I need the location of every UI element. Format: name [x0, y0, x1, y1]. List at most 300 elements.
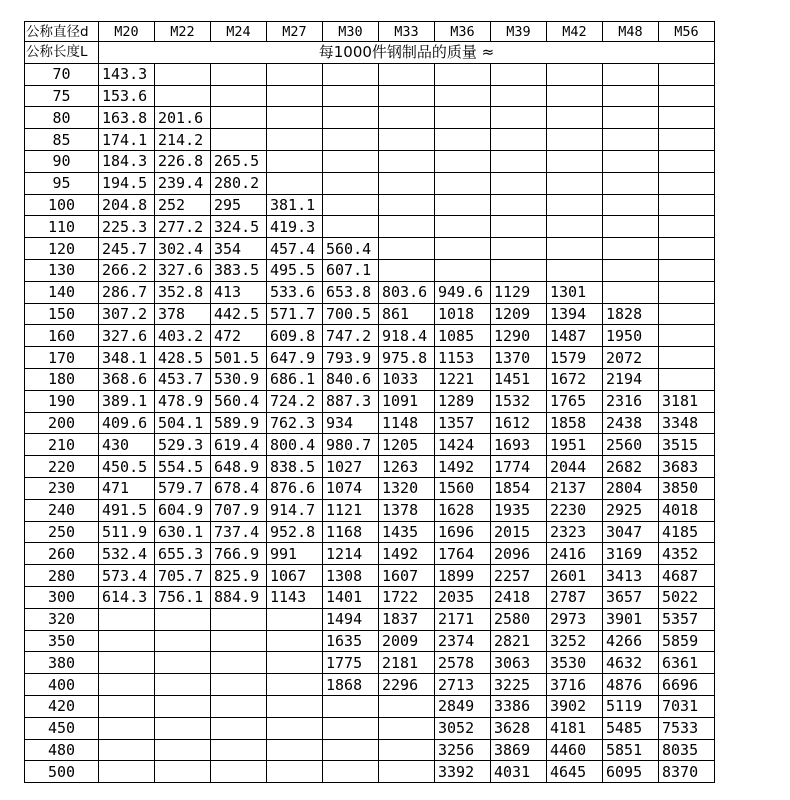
- mass-cell: 1153: [435, 347, 491, 369]
- mass-cell: [155, 630, 211, 652]
- table-row: [25, 434, 715, 456]
- mass-cell: 2015: [491, 521, 547, 543]
- mass-cell: [155, 695, 211, 717]
- mass-cell: [435, 129, 491, 151]
- table-row: [25, 521, 715, 543]
- mass-cell: [491, 172, 547, 194]
- table-row: [25, 674, 715, 696]
- mass-cell: [267, 717, 323, 739]
- mass-cell: 560.4: [323, 238, 379, 260]
- mass-cell: 1401: [323, 586, 379, 608]
- mass-cell: 8035: [659, 739, 715, 761]
- mass-cell: [211, 63, 267, 85]
- mass-cell: 793.9: [323, 347, 379, 369]
- length-cell: 80: [25, 107, 99, 129]
- table-row: [25, 281, 715, 303]
- length-cell: 70: [25, 63, 99, 85]
- mass-cell: 1033: [379, 368, 435, 390]
- mass-cell: 1696: [435, 521, 491, 543]
- mass-cell: [379, 172, 435, 194]
- mass-cell: 1168: [323, 521, 379, 543]
- mass-cell: 5022: [659, 586, 715, 608]
- mass-cell: 975.8: [379, 347, 435, 369]
- mass-cell: 952.8: [267, 521, 323, 543]
- mass-cell: 307.2: [99, 303, 155, 325]
- mass-cell: 1492: [379, 543, 435, 565]
- mass-cell: [491, 150, 547, 172]
- mass-cell: 579.7: [155, 477, 211, 499]
- mass-cell: 2194: [603, 368, 659, 390]
- mass-cell: 2374: [435, 630, 491, 652]
- mass-cell: 648.9: [211, 456, 267, 478]
- mass-cell: [547, 194, 603, 216]
- mass-cell: 3392: [435, 761, 491, 783]
- mass-cell: [547, 259, 603, 281]
- mass-cell: 2821: [491, 630, 547, 652]
- mass-cell: [211, 129, 267, 151]
- mass-cell: 934: [323, 412, 379, 434]
- mass-cell: [603, 85, 659, 107]
- mass-cell: [99, 717, 155, 739]
- mass-cell: [155, 85, 211, 107]
- mass-cell: 1301: [547, 281, 603, 303]
- table-row: [25, 499, 715, 521]
- mass-cell: 3657: [603, 586, 659, 608]
- mass-cell: 1263: [379, 456, 435, 478]
- mass-cell: 4645: [547, 761, 603, 783]
- table-row: [25, 303, 715, 325]
- mass-cell: 3716: [547, 674, 603, 696]
- size-header: M39: [491, 22, 547, 42]
- mass-cell: [267, 630, 323, 652]
- mass-cell: 471: [99, 477, 155, 499]
- mass-cell: 1868: [323, 674, 379, 696]
- mass-cell: [659, 85, 715, 107]
- mass-cell: 1370: [491, 347, 547, 369]
- mass-cell: 1148: [379, 412, 435, 434]
- mass-cell: [211, 761, 267, 783]
- mass-cell: 1018: [435, 303, 491, 325]
- mass-cell: 4185: [659, 521, 715, 543]
- mass-cell: 1027: [323, 456, 379, 478]
- mass-cell: 1765: [547, 390, 603, 412]
- table-row: [25, 390, 715, 412]
- mass-cell: [379, 695, 435, 717]
- table-row: [25, 63, 715, 85]
- mass-cell: 2560: [603, 434, 659, 456]
- size-header: M56: [659, 22, 715, 42]
- mass-cell: 607.1: [323, 259, 379, 281]
- length-cell: 90: [25, 150, 99, 172]
- size-header: M36: [435, 22, 491, 42]
- mass-cell: 609.8: [267, 325, 323, 347]
- mass-cell: 619.4: [211, 434, 267, 456]
- mass-cell: [323, 761, 379, 783]
- mass-cell: [659, 216, 715, 238]
- mass-cell: [267, 608, 323, 630]
- length-cell: 180: [25, 368, 99, 390]
- mass-cell: 1628: [435, 499, 491, 521]
- mass-cell: 560.4: [211, 390, 267, 412]
- mass-cell: 6696: [659, 674, 715, 696]
- mass-cell: 3348: [659, 412, 715, 434]
- mass-cell: 3902: [547, 695, 603, 717]
- length-cell: 220: [25, 456, 99, 478]
- mass-cell: [659, 347, 715, 369]
- mass-cell: 4876: [603, 674, 659, 696]
- mass-cell: 1774: [491, 456, 547, 478]
- table-row: [25, 194, 715, 216]
- mass-cell: [379, 150, 435, 172]
- table-row: [25, 543, 715, 565]
- length-cell: 110: [25, 216, 99, 238]
- mass-cell: 4460: [547, 739, 603, 761]
- mass-cell: [491, 238, 547, 260]
- mass-cell: 686.1: [267, 368, 323, 390]
- mass-cell: 1129: [491, 281, 547, 303]
- size-header: M27: [267, 22, 323, 42]
- mass-cell: 1858: [547, 412, 603, 434]
- mass-cell: 3386: [491, 695, 547, 717]
- table-body: [25, 22, 715, 783]
- mass-cell: 533.6: [267, 281, 323, 303]
- mass-cell: 204.8: [99, 194, 155, 216]
- mass-cell: [491, 129, 547, 151]
- mass-cell: [267, 172, 323, 194]
- mass-cell: 6361: [659, 652, 715, 674]
- mass-cell: 2230: [547, 499, 603, 521]
- mass-cell: 201.6: [155, 107, 211, 129]
- mass-cell: 3181: [659, 390, 715, 412]
- size-header: M33: [379, 22, 435, 42]
- mass-cell: 4181: [547, 717, 603, 739]
- mass-cell: [211, 674, 267, 696]
- mass-cell: [379, 717, 435, 739]
- length-cell: 140: [25, 281, 99, 303]
- table-row: [25, 368, 715, 390]
- mass-cell: 884.9: [211, 586, 267, 608]
- mass-cell: 277.2: [155, 216, 211, 238]
- mass-cell: [211, 630, 267, 652]
- mass-cell: 737.4: [211, 521, 267, 543]
- length-cell: 450: [25, 717, 99, 739]
- mass-cell: [99, 630, 155, 652]
- mass-cell: 3869: [491, 739, 547, 761]
- size-header: M48: [603, 22, 659, 42]
- mass-cell: 2296: [379, 674, 435, 696]
- header-row-mass: [25, 42, 715, 64]
- mass-cell: [267, 107, 323, 129]
- mass-cell: [379, 107, 435, 129]
- mass-cell: 403.2: [155, 325, 211, 347]
- mass-cell: [267, 85, 323, 107]
- mass-cell: 1320: [379, 477, 435, 499]
- mass-cell: [379, 761, 435, 783]
- mass-cell: [603, 194, 659, 216]
- mass-cell: 803.6: [379, 281, 435, 303]
- mass-cell: 825.9: [211, 565, 267, 587]
- mass-cell: [379, 129, 435, 151]
- mass-cell: [659, 259, 715, 281]
- mass-cell: [323, 194, 379, 216]
- mass-cell: 1854: [491, 477, 547, 499]
- mass-cell: 4352: [659, 543, 715, 565]
- mass-cell: 428.5: [155, 347, 211, 369]
- length-cell: 480: [25, 739, 99, 761]
- mass-cell: [211, 695, 267, 717]
- mass-cell: 991: [267, 543, 323, 565]
- mass-cell: 1378: [379, 499, 435, 521]
- mass-cell: 327.6: [155, 259, 211, 281]
- table-row: [25, 652, 715, 674]
- length-cell: 230: [25, 477, 99, 499]
- mass-cell: [547, 216, 603, 238]
- table-row: [25, 695, 715, 717]
- mass-cell: 655.3: [155, 543, 211, 565]
- mass-cell: [435, 238, 491, 260]
- mass-cell: [491, 107, 547, 129]
- mass-cell: 653.8: [323, 281, 379, 303]
- mass-cell: 1074: [323, 477, 379, 499]
- mass-cell: 245.7: [99, 238, 155, 260]
- table-row: [25, 630, 715, 652]
- mass-cell: 1357: [435, 412, 491, 434]
- mass-cell: 5357: [659, 608, 715, 630]
- length-cell: 500: [25, 761, 99, 783]
- mass-cell: 3683: [659, 456, 715, 478]
- table-row: [25, 761, 715, 783]
- mass-cell: 153.6: [99, 85, 155, 107]
- mass-cell: [659, 129, 715, 151]
- mass-cell: [547, 107, 603, 129]
- mass-cell: [99, 674, 155, 696]
- mass-cell: 1935: [491, 499, 547, 521]
- mass-cell: 887.3: [323, 390, 379, 412]
- mass-cell: [99, 608, 155, 630]
- mass-cell: 2418: [491, 586, 547, 608]
- length-cell: 200: [25, 412, 99, 434]
- mass-cell: 1451: [491, 368, 547, 390]
- mass-cell: [435, 150, 491, 172]
- mass-cell: 756.1: [155, 586, 211, 608]
- mass-cell: 1205: [379, 434, 435, 456]
- mass-cell: 1612: [491, 412, 547, 434]
- mass-cell: [603, 216, 659, 238]
- mass-cell: [211, 739, 267, 761]
- mass-cell: 5859: [659, 630, 715, 652]
- length-cell: 210: [25, 434, 99, 456]
- mass-cell: [323, 172, 379, 194]
- mass-cell: [323, 150, 379, 172]
- mass-cell: [323, 216, 379, 238]
- mass-cell: [491, 259, 547, 281]
- length-cell: 420: [25, 695, 99, 717]
- mass-cell: 1308: [323, 565, 379, 587]
- mass-cell: [379, 194, 435, 216]
- mass-cell: [323, 739, 379, 761]
- mass-cell: 707.9: [211, 499, 267, 521]
- mass-cell: [491, 85, 547, 107]
- mass-cell: 495.5: [267, 259, 323, 281]
- mass-cell: 2713: [435, 674, 491, 696]
- mass-cell: 2096: [491, 543, 547, 565]
- mass-cell: 511.9: [99, 521, 155, 543]
- table-row: [25, 238, 715, 260]
- table-row: [25, 150, 715, 172]
- mass-cell: [379, 739, 435, 761]
- mass-cell: 266.2: [99, 259, 155, 281]
- mass-cell: 214.2: [155, 129, 211, 151]
- mass-cell: 252: [155, 194, 211, 216]
- mass-cell: 1607: [379, 565, 435, 587]
- mass-cell: 383.5: [211, 259, 267, 281]
- mass-cell: 3047: [603, 521, 659, 543]
- mass-cell: 573.4: [99, 565, 155, 587]
- length-cell: 160: [25, 325, 99, 347]
- header-row-sizes: [25, 22, 715, 42]
- mass-cell: 1693: [491, 434, 547, 456]
- mass-cell: 1532: [491, 390, 547, 412]
- mass-cell: 4031: [491, 761, 547, 783]
- bolt-mass-table: [24, 21, 715, 783]
- mass-cell: 554.5: [155, 456, 211, 478]
- mass-cell: 2257: [491, 565, 547, 587]
- mass-cell: 762.3: [267, 412, 323, 434]
- mass-cell: [267, 129, 323, 151]
- mass-cell: [267, 150, 323, 172]
- mass-cell: [659, 63, 715, 85]
- mass-cell: [267, 739, 323, 761]
- mass-cell: 348.1: [99, 347, 155, 369]
- mass-cell: [603, 129, 659, 151]
- mass-cell: 478.9: [155, 390, 211, 412]
- mass-cell: 2137: [547, 477, 603, 499]
- mass-cell: 724.2: [267, 390, 323, 412]
- mass-cell: [435, 216, 491, 238]
- mass-cell: 2925: [603, 499, 659, 521]
- mass-cell: [155, 761, 211, 783]
- mass-cell: [547, 238, 603, 260]
- table-row: [25, 347, 715, 369]
- length-cell: 350: [25, 630, 99, 652]
- mass-cell: 226.8: [155, 150, 211, 172]
- mass-cell: 1837: [379, 608, 435, 630]
- mass-cell: 1722: [379, 586, 435, 608]
- length-cell: 400: [25, 674, 99, 696]
- mass-cell: 3628: [491, 717, 547, 739]
- mass-cell: [659, 172, 715, 194]
- mass-cell: 286.7: [99, 281, 155, 303]
- mass-cell: 1635: [323, 630, 379, 652]
- mass-cell: [155, 674, 211, 696]
- mass-cell: [267, 695, 323, 717]
- length-cell: 75: [25, 85, 99, 107]
- table-row: [25, 107, 715, 129]
- mass-cell: 143.3: [99, 63, 155, 85]
- mass-cell: [547, 129, 603, 151]
- mass-cell: [603, 107, 659, 129]
- table-row: [25, 85, 715, 107]
- mass-cell: 409.6: [99, 412, 155, 434]
- mass-cell: 7533: [659, 717, 715, 739]
- mass-cell: 354: [211, 238, 267, 260]
- mass-cell: 2578: [435, 652, 491, 674]
- mass-title: 每1000件钢制品的质量 ≈: [99, 42, 715, 64]
- mass-cell: 5851: [603, 739, 659, 761]
- mass-cell: [435, 85, 491, 107]
- mass-cell: 1764: [435, 543, 491, 565]
- mass-cell: 800.4: [267, 434, 323, 456]
- mass-cell: [659, 325, 715, 347]
- mass-cell: 1085: [435, 325, 491, 347]
- mass-cell: 1121: [323, 499, 379, 521]
- mass-cell: 4266: [603, 630, 659, 652]
- mass-cell: 2438: [603, 412, 659, 434]
- mass-cell: 3515: [659, 434, 715, 456]
- mass-cell: 3413: [603, 565, 659, 587]
- mass-cell: 630.1: [155, 521, 211, 543]
- mass-cell: 3063: [491, 652, 547, 674]
- mass-cell: 4632: [603, 652, 659, 674]
- mass-cell: 1560: [435, 477, 491, 499]
- mass-cell: [603, 63, 659, 85]
- diameter-label: 公称直径d: [25, 22, 99, 42]
- mass-cell: 389.1: [99, 390, 155, 412]
- mass-cell: 7031: [659, 695, 715, 717]
- mass-cell: [659, 368, 715, 390]
- mass-cell: 3256: [435, 739, 491, 761]
- mass-cell: [211, 107, 267, 129]
- mass-cell: 876.6: [267, 477, 323, 499]
- mass-cell: 647.9: [267, 347, 323, 369]
- mass-cell: 3530: [547, 652, 603, 674]
- mass-cell: 1289: [435, 390, 491, 412]
- length-cell: 85: [25, 129, 99, 151]
- table-row: [25, 586, 715, 608]
- mass-cell: 2416: [547, 543, 603, 565]
- mass-cell: [547, 63, 603, 85]
- mass-cell: [603, 281, 659, 303]
- mass-cell: 1435: [379, 521, 435, 543]
- table-row: [25, 739, 715, 761]
- mass-cell: 265.5: [211, 150, 267, 172]
- mass-cell: 1950: [603, 325, 659, 347]
- table-row: [25, 412, 715, 434]
- mass-cell: 457.4: [267, 238, 323, 260]
- mass-cell: 1214: [323, 543, 379, 565]
- mass-cell: 530.9: [211, 368, 267, 390]
- mass-cell: 2580: [491, 608, 547, 630]
- length-cell: 170: [25, 347, 99, 369]
- mass-cell: [267, 63, 323, 85]
- mass-cell: 3901: [603, 608, 659, 630]
- mass-cell: 324.5: [211, 216, 267, 238]
- mass-cell: 914.7: [267, 499, 323, 521]
- size-header: M20: [99, 22, 155, 42]
- mass-cell: [435, 63, 491, 85]
- mass-cell: [379, 259, 435, 281]
- mass-cell: [379, 216, 435, 238]
- mass-cell: 1394: [547, 303, 603, 325]
- mass-cell: 239.4: [155, 172, 211, 194]
- mass-cell: 838.5: [267, 456, 323, 478]
- mass-cell: [323, 107, 379, 129]
- mass-cell: 368.6: [99, 368, 155, 390]
- mass-cell: 2601: [547, 565, 603, 587]
- mass-cell: [211, 717, 267, 739]
- mass-cell: 1579: [547, 347, 603, 369]
- mass-cell: 1424: [435, 434, 491, 456]
